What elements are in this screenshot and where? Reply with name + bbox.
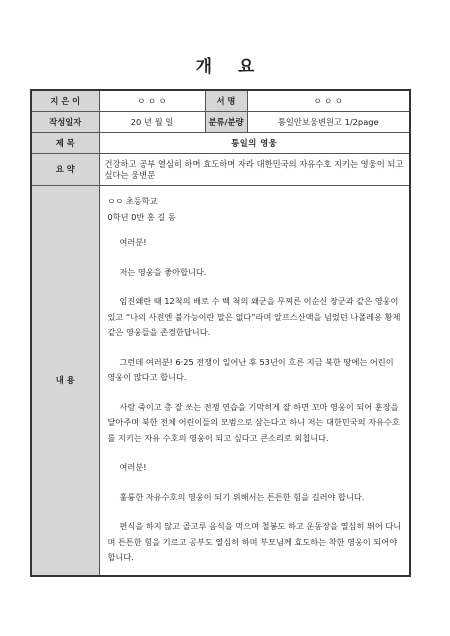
author-value: ㅇ ㅇ ㅇ <box>99 90 205 112</box>
date-row <box>31 112 410 133</box>
paragraph-2: 저는 영웅을 좋아합니다. <box>119 266 207 277</box>
paragraph-3: 임진왜란 때 12척의 배로 수 백 척의 왜군을 무찌른 이순신 장군과 같은 영웅이 있고 “나의 사전엔 불가능이란 말은 없다”라며 알프스산맥을 넘었던 나폴레옹 황제 같은 영웅들을 존경한답니다. <box>107 296 401 337</box>
student-line: 0학년 0반 홍 길 동 <box>107 211 176 222</box>
title-char-2: 요 <box>238 57 255 77</box>
signature-label: 서 명 <box>205 90 247 112</box>
title-char-1: 개 <box>195 57 212 77</box>
subject-label: 제 목 <box>31 133 99 154</box>
content-body <box>99 186 410 576</box>
summary-value: 건강하고 공부 열심히 하며 효도하며 자라 대한민국의 자유수호 지키는 영웅이 되고 싶다는 웅변문 <box>99 154 410 186</box>
school-line: ㅇㅇ 초등학교 <box>107 196 158 206</box>
date-value: 20 년 월 일 <box>99 112 205 133</box>
summary-row <box>31 154 410 186</box>
overview-form-table <box>30 89 411 577</box>
author-row <box>31 90 410 112</box>
paragraph-1: 여러분! <box>119 237 147 247</box>
subject-value: 통일의 영웅 <box>99 133 410 154</box>
date-label: 작성일자 <box>31 112 99 133</box>
paragraph-8: 편식을 하지 않고 골고루 음식을 먹으며 철봉도 하고 운동장을 열심히 뛰어 다니며 튼튼한 힘을 기르고 공부도 열심히 하며 부모님께 효도하는 착한 영웅이 되어야 합니다. <box>107 521 402 562</box>
document-title <box>0 52 450 77</box>
author-label: 지 은 이 <box>31 90 99 112</box>
paragraph-6: 여러분! <box>119 462 147 472</box>
content-row <box>31 186 410 576</box>
paragraph-4: 그런데 여러분! 6·25 전쟁이 일어난 후 53년이 흐른 지금 북한 땅에는 어린이 영웅이 많다고 합니다. <box>107 356 394 382</box>
content-label: 내 용 <box>31 186 99 576</box>
paragraph-7: 훌륭한 자유수호의 영웅이 되기 위해서는 튼튼한 힘을 길러야 합니다. <box>119 491 365 502</box>
subject-row <box>31 133 410 154</box>
category-label: 분류/분량 <box>205 112 247 133</box>
signature-value: ㅇ ㅇ ㅇ <box>247 90 410 112</box>
summary-label: 요 약 <box>31 154 99 186</box>
paragraph-5: 사람 죽이고 총 잘 쏘는 전쟁 연습을 기막히게 잘 하면 꼬마 영웅이 되어 훈장을 달아주며 북한 전체 어린이들의 모범으로 삼는다고 하니 저는 대한민국의 자유수호를 지키는 자유 수호의 영웅이 되고 싶다고 큰소리로 외칩니다. <box>107 401 400 443</box>
category-value: 통일안보웅변원고 1/2page <box>247 112 410 133</box>
